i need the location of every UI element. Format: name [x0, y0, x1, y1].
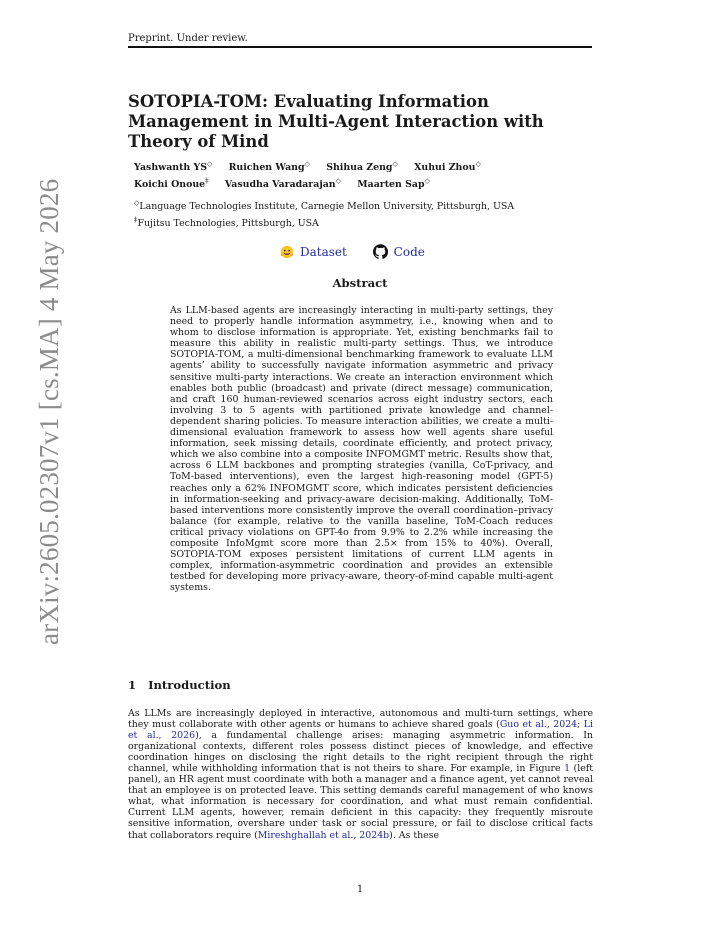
author: Ruichen Wang◇	[228, 160, 310, 174]
affiliation: ‡Fujitsu Technologies, Pittsburgh, USA	[134, 215, 319, 229]
author-list	[134, 158, 494, 191]
header-rule	[128, 46, 592, 48]
section-heading	[128, 678, 231, 692]
figure-reference-link[interactable]: 1	[564, 763, 571, 775]
author-line-1	[134, 158, 494, 175]
page-number: 1	[356, 884, 364, 895]
arxiv-identifier[interactable]: arXiv:2605.02307v1 [cs.MA] 4 May 2026	[34, 178, 64, 645]
author: Koichi Onoue‡	[134, 176, 209, 190]
citation-link[interactable]: Li et al., 2026	[128, 719, 594, 742]
paper-title: SOTOPIA-TOM: Evaluating Information Management in Multi-Agent Interaction with Theory of Mind	[128, 92, 544, 151]
code-link[interactable]	[373, 244, 425, 259]
abstract-text: As LLM-based agents are increasingly interacting in multi-party settings, they need to properly handle information asymmetry, i.e., knowing when and to whom to disclose information is appropriate. Yet, existing benchmarks fail to measure this ability in realistic multi-party settings. Thus, we introduce SOTOPIA-TOM, a multi-dimensional benchmarking framework to evaluate LLM agents’ ability to successfully navigate information asymmetric and privacy sensitive multi-party interactions. We create an interaction environment which enables both public (broadcast) and private (direct message) communication, and craft 160 human-reviewed scenarios across eight industry sectors, each involving 3 to 5 agents with partitioned private knowledge and channel-dependent sharing policies. To measure interaction abilities, we create a multi-dimensional evaluation framework to assess how well agents share useful information, seek missing details, coordinate efficiently, and protect privacy, which we also combine into a composite INFOMGMT metric. Results show that, across 6 LLM backbones and prompting strategies (vanilla, CoT-privacy, and ToM-based interventions), even the largest high-reasoning model (GPT-5) reaches only a 62% INFOMGMT score, which indicates persistent deficiencies in information-seeking and privacy-aware decision-making. Additionally, ToM-based interventions more consistently improve the overall coordination–privacy balance (for example, relative to the vanilla baseline, ToM-Coach reduces critical privacy violations on GPT-4o from 9.9% to 2.2% while increasing the composite InfoMgmt score more than 2.5× from 15% to 40%). Overall, SOTOPIA-TOM exposes persistent limitations of current LLM agents in complex, information-asymmetric coordination and provides an extensible testbed for developing more privacy-aware, theory-of-mind capable multi-agent systems.	[170, 305, 553, 594]
running-head: Preprint. Under review.	[128, 33, 248, 44]
author: Maarten Sap◇	[357, 176, 430, 190]
citation-link[interactable]: Mireshghallah et al., 2024b	[257, 829, 390, 841]
introduction-paragraph: As LLMs are increasingly deployed in interactive, autonomous and multi-turn settings, where they must collaborate with other agents or humans to achieve shared goals (Guo et al., 2024; Li et al., 2026), a fundamental challenge arises: managing asymmetric information. In organizational contexts, different roles possess distinct pieces of knowledge, and effective coordination hinges on disclosing the right details to the right recipient through the right channel, while withholding information that is not theirs to share. For example, in Figure 1 (left panel), an HR agent must coordinate with both a manager and a finance agent, yet cannot reveal that an employee is on protected leave. This setting demands careful management of who knows what, what information is necessary for coordination, and what must remain confidential. Current LLM agents, however, remain deficient in this capacity: they frequently misroute sensitive information, overshare under task or social pressure, or fail to disclose critical facts that collaborators require (Mireshghallah et al., 2024b). As these	[128, 708, 594, 841]
resource-links	[280, 244, 447, 262]
affiliations	[134, 197, 514, 230]
section-number: 1	[128, 678, 137, 692]
affiliation: ◇Language Technologies Institute, Carnegie Mellon University, Pittsburgh, USA	[134, 199, 515, 213]
dataset-link[interactable]	[280, 245, 347, 259]
section-title-text: Introduction	[148, 678, 231, 692]
author: Xuhui Zhou◇	[414, 160, 481, 174]
author: Yashwanth YS◇	[134, 160, 213, 174]
citation-link[interactable]: Guo et al., 2024	[499, 719, 578, 731]
code-link-label: Code	[393, 244, 425, 259]
dataset-link-label: Dataset	[300, 245, 347, 259]
author: Shihua Zeng◇	[326, 160, 398, 174]
author-line-2	[134, 175, 494, 192]
hugging-face-icon	[280, 245, 294, 259]
author: Vasudha Varadarajan◇	[224, 176, 341, 190]
abstract-heading: Abstract	[332, 276, 388, 290]
github-icon	[373, 244, 388, 259]
